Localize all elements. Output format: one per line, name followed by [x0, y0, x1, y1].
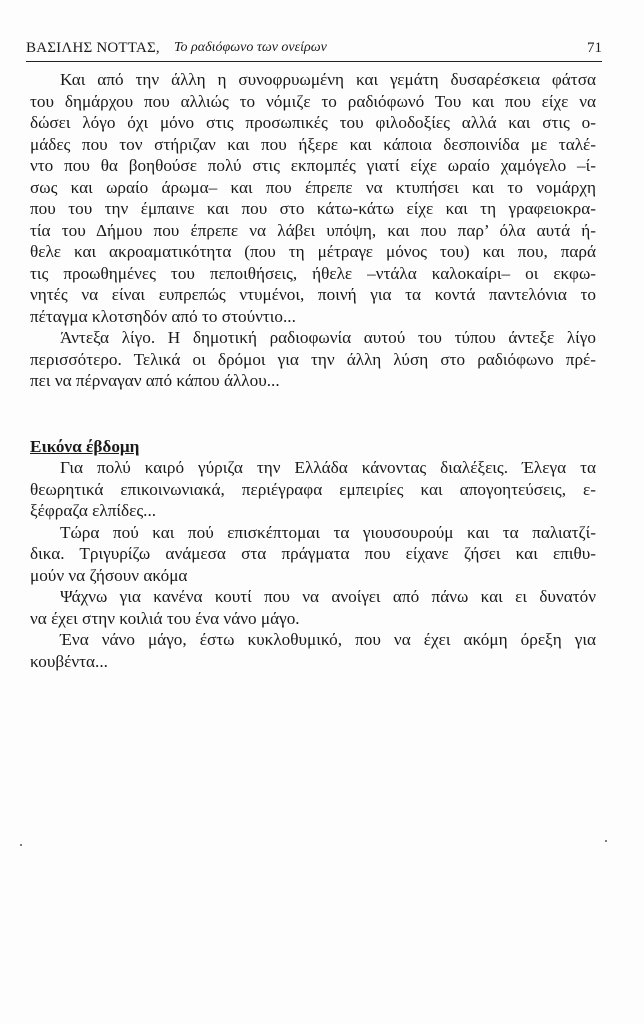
page-number: 71	[587, 40, 602, 56]
paragraph	[30, 327, 596, 392]
paragraph	[30, 629, 596, 672]
running-head	[26, 40, 602, 62]
text-line: Και από την άλλη η συνοφρυωμένη και γεμάτη δυσαρέσκεια φάτσα	[60, 70, 596, 89]
scan-speck	[605, 840, 607, 842]
text-line: ξέφραζα ελπίδες...	[30, 501, 157, 520]
paragraph	[30, 522, 596, 587]
text-line: τις προωθημένες του πεποιθήσεις, ήθελε –ντάλα καλοκαίρι– οι εκφω-	[30, 263, 596, 283]
text-line: πει να πέρναγαν από κάπου άλλου...	[30, 371, 280, 390]
text-line: τία του Δήμου που έπρεπε να λάβει υπόψη, και που παρ’ όλα αυτά ή-	[30, 220, 596, 240]
text-line: κουβέντα...	[30, 651, 108, 671]
text-line: νητές να είναι ευπρεπώς ντυμένοι, ποινή για τα κοντά παντελόνια το	[30, 285, 596, 304]
paragraph	[30, 586, 596, 629]
text-line: μούν να ζήσουν ακόμα	[30, 565, 188, 585]
paragraph	[30, 457, 596, 522]
author-name: ΒΑΣΙΛΗΣ ΝΟΤΤΑΣ,	[26, 40, 160, 56]
text-line: θελε και ακροαματικότητα (που τη μέτραγε μόνος του) και που, παρά	[30, 242, 596, 261]
text-line: Τώρα πού και πού επισκέπτομαι τα γιουσουρούμ και τα παλιατζί-	[60, 522, 596, 542]
text-line: Ψάχνω για κανένα κουτί που να ανοίγει από πάνω και ει δυνατόν	[60, 587, 596, 606]
text-line: περισσότερο. Τελικά οι δρόμοι για την άλλη λύση στο ραδιόφωνο πρέ-	[30, 349, 596, 369]
text-line: Για πολύ καιρό γύριζα την Ελλάδα κάνοντας διαλέξεις. Έλεγα τα	[60, 458, 596, 477]
text-line: σως και ωραίο άρωμα– και που έπρεπε να κτυπήσει και το νομάρχη	[30, 177, 596, 197]
text-line: πέταγμα κλοτσηδόν από το στούντιο...	[30, 306, 296, 326]
text-line: του δημάρχου που αλλιώς το νόμιζε το ραδιόφωνό Του και που είχε να	[30, 91, 596, 111]
text-line: που του την έμπαινε και που στο κάτω-κάτω είχε και τη γραφειοκρα-	[30, 199, 596, 218]
text-line: Άντεξα λίγο. Η δημοτική ραδιοφωνία αυτού του τύπου άντεξε λίγο	[60, 328, 596, 347]
text-line: να έχει στην κοιλιά του ένα νάνο μάγο.	[30, 608, 300, 628]
text-line: δικα. Τριγυρίζω ανάμεσα στα πράγματα που είχανε ζήσει και επιθυ-	[30, 544, 596, 563]
text-line: ντο που θα βοηθούσε πολύ στις εκπομπές γιατί είχε ωραίο χαμόγελο –ί-	[30, 156, 596, 175]
text-line: θεωρητικά επικοινωνιακά, περιέγραφα εμπειρίες και απογοητεύσεις, ε-	[30, 479, 596, 499]
book-title: Το ραδιόφωνο των ονείρων	[174, 40, 327, 55]
scan-speck	[20, 844, 22, 846]
header-rule	[26, 61, 602, 62]
text-line: δώσει λόγο όχι μόνο στις προσωπικές του φιλοδοξίες αλλά και στις ο-	[30, 113, 596, 132]
text-line: μάδες που τον στήριζαν και που ήξερε και κάποια δεσποινίδα με ταλέ-	[30, 134, 596, 154]
text-line: Ένα νάνο μάγο, έστω κυκλοθυμικό, που να έχει ακόμη όρεξη για	[60, 630, 596, 649]
body-text	[30, 69, 596, 672]
paragraph	[30, 69, 596, 327]
section-title: Εικόνα έβδομη	[30, 436, 140, 456]
